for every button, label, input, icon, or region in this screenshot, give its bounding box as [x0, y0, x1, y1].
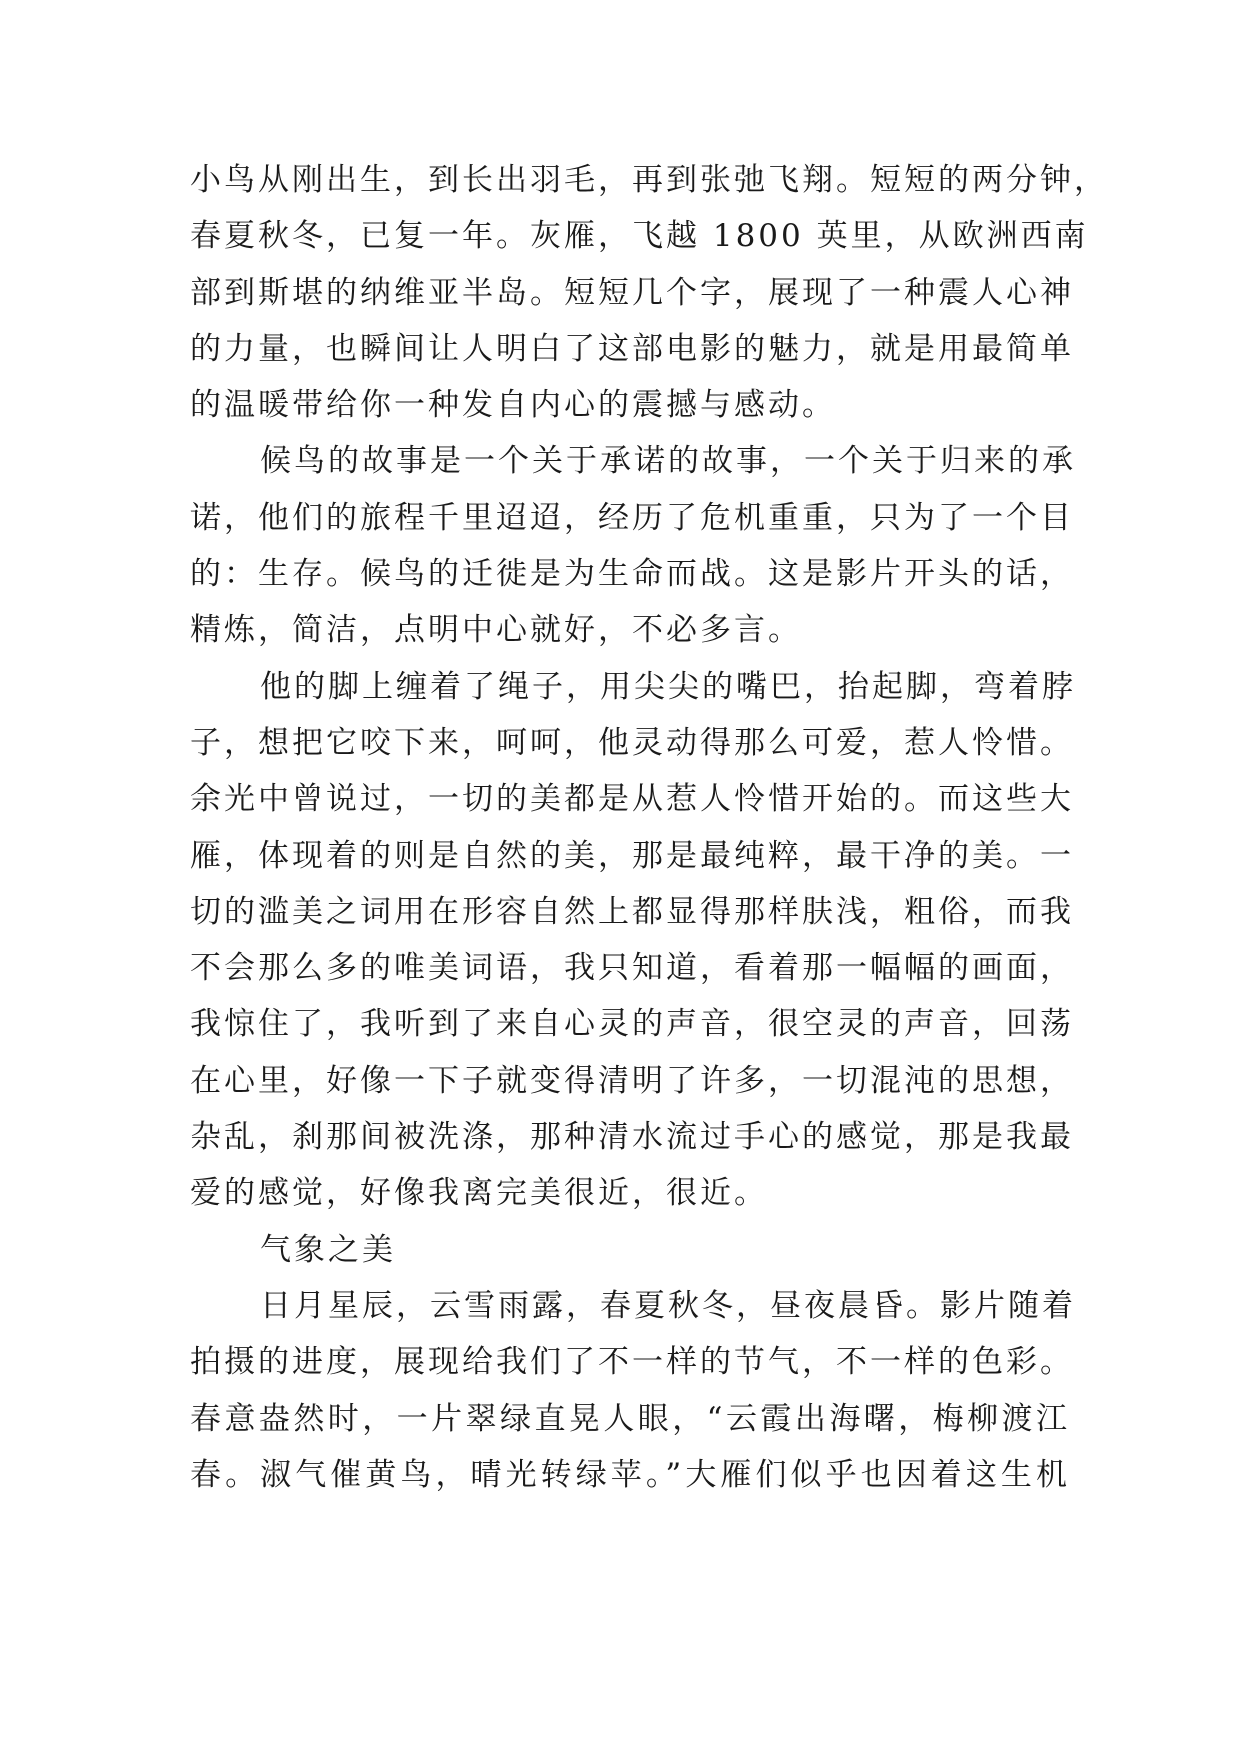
text-line: 小鸟从刚出生，到长出羽毛，再到张弛飞翔。短短的两分钟，	[190, 162, 1108, 198]
paragraph	[190, 433, 1076, 658]
text-line: 杂乱，刹那间被洗涤，那种清水流过手心的感觉，那是我最	[190, 1119, 1074, 1156]
text-line: 的：生存。候鸟的迁徙是为生命而战。这是影片开头的话，	[190, 556, 1074, 593]
text-line: 部到斯堪的纳维亚半岛。短短几个字，展现了一种震人心神	[190, 274, 1074, 311]
paragraph	[190, 152, 1108, 433]
text-line: 春夏秋冬，已复一年。灰雁，飞越 1800 英里，从欧洲西南	[190, 218, 1089, 255]
text-line: 日月星辰，云雪雨露，春夏秋冬，昼夜晨昏。影片随着	[260, 1287, 1076, 1324]
paragraph	[190, 659, 1076, 1222]
text-line: 春意盎然时，一片翠绿直晃人眼，“云霞出海曙，梅柳渡江	[190, 1400, 1070, 1437]
document-body	[190, 152, 1108, 1503]
text-line: 的力量，也瞬间让人明白了这部电影的魅力，就是用最简单	[190, 330, 1074, 367]
text-line: 拍摄的进度，展现给我们了不一样的节气，不一样的色彩。	[190, 1344, 1074, 1381]
text-line: 爱的感觉，好像我离完美很近，很近。	[190, 1175, 768, 1212]
text-line: 气象之美	[260, 1231, 396, 1268]
text-line: 我惊住了，我听到了来自心灵的声音，很空灵的声音，回荡	[190, 1006, 1074, 1043]
paragraph	[190, 1278, 1076, 1503]
text-line: 候鸟的故事是一个关于承诺的故事，一个关于归来的承	[260, 443, 1076, 480]
text-line: 诺，他们的旅程千里迢迢，经历了危机重重，只为了一个目	[190, 499, 1074, 536]
text-line: 雁，体现着的则是自然的美，那是最纯粹，最干净的美。一	[190, 837, 1074, 874]
text-line: 余光中曾说过，一切的美都是从惹人怜惜开始的。而这些大	[190, 781, 1074, 818]
text-line: 在心里，好像一下子就变得清明了许多，一切混沌的思想，	[190, 1062, 1074, 1099]
section-heading	[190, 1222, 1070, 1278]
text-line: 春。淑气催黄鸟，晴光转绿苹。”大雁们似乎也因着这生机	[190, 1456, 1070, 1493]
text-line: 切的滥美之词用在形容自然上都显得那样肤浅，粗俗，而我	[190, 893, 1074, 930]
text-line: 精炼，简洁，点明中心就好，不必多言。	[190, 612, 802, 649]
text-line: 他的脚上缠着了绳子，用尖尖的嘴巴，抬起脚，弯着脖	[260, 668, 1076, 705]
text-line: 不会那么多的唯美词语，我只知道，看着那一幅幅的画面，	[190, 950, 1074, 987]
text-line: 的温暖带给你一种发自内心的震撼与感动。	[190, 387, 836, 424]
text-line: 子，想把它咬下来，呵呵，他灵动得那么可爱，惹人怜惜。	[190, 724, 1074, 761]
